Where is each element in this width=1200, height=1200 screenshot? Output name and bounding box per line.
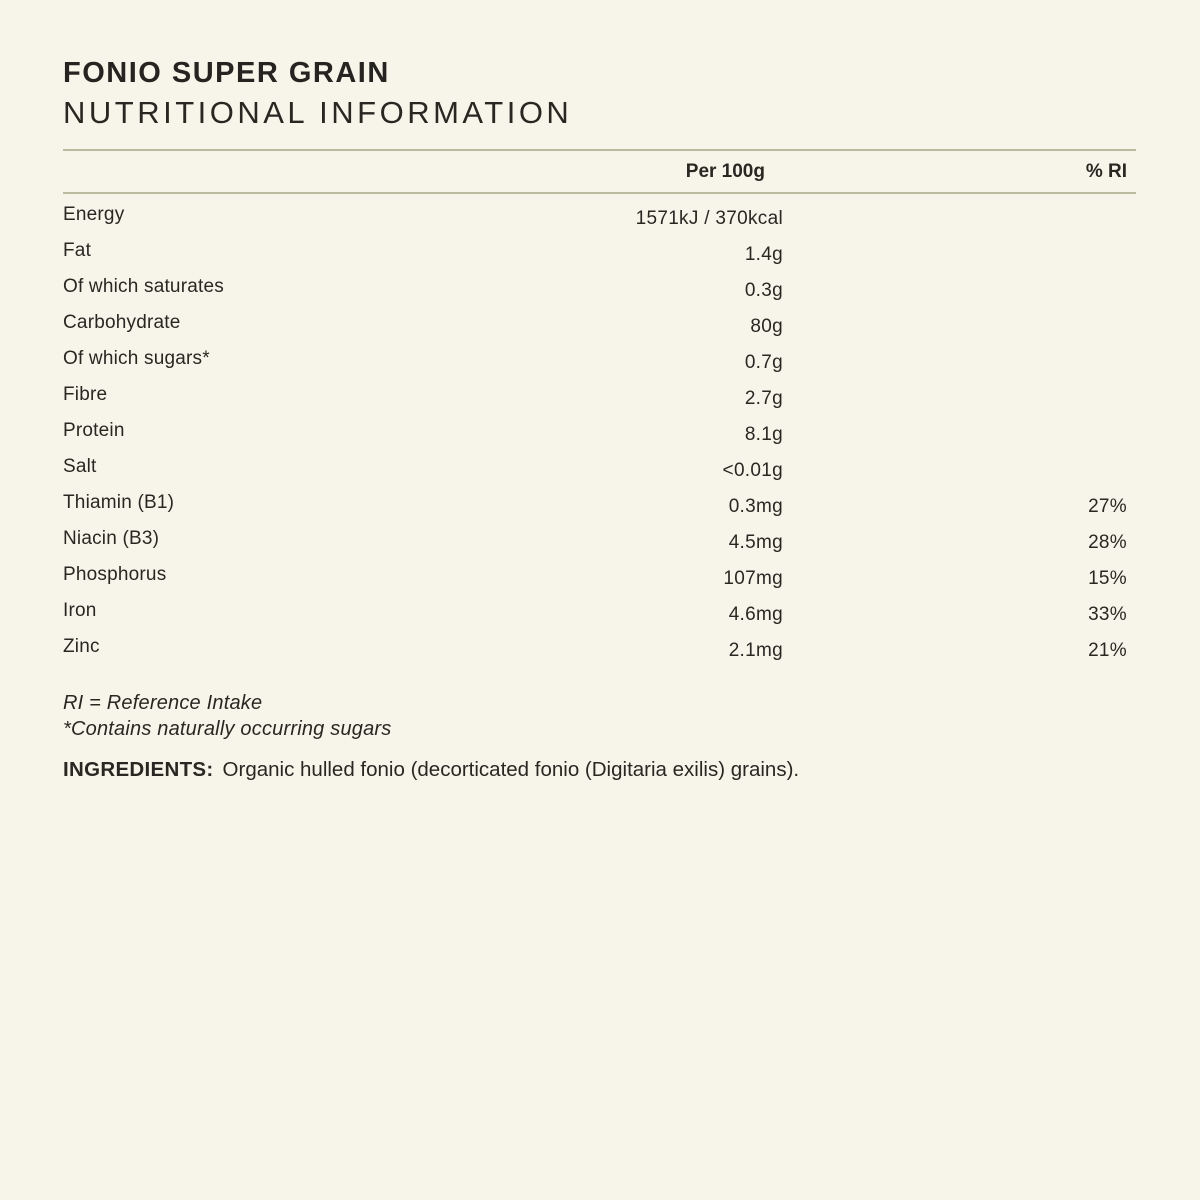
nutrient-amount: 1571kJ / 370kcal	[635, 208, 783, 229]
nutrient-label: Phosphorus	[63, 564, 167, 585]
nutrient-amount: 107mg	[723, 568, 783, 589]
table-row	[63, 269, 1136, 305]
nutrient-amount: 0.3g	[744, 280, 783, 301]
nutrient-label: Niacin (B3)	[63, 528, 160, 549]
sugars-footnote: *Contains naturally occurring sugars	[63, 718, 392, 740]
nutrient-ri-percent	[783, 417, 1136, 453]
nutrient-amount: 2.7g	[744, 388, 783, 409]
nutrient-amount: 4.5mg	[728, 532, 783, 553]
nutrient-label: Zinc	[63, 636, 100, 657]
ingredients-label: INGREDIENTS:	[63, 758, 214, 781]
nutrient-amount: 1.4g	[744, 244, 783, 265]
table-row	[63, 197, 1136, 233]
table-header-row	[63, 149, 1136, 194]
nutrient-amount: 0.7g	[744, 352, 783, 373]
product-title: FONIO SUPER GRAIN	[63, 57, 390, 89]
nutrient-label: Protein	[63, 420, 125, 441]
nutrient-amount: 4.6mg	[728, 604, 783, 625]
table-row	[63, 305, 1136, 341]
table-row	[63, 341, 1136, 377]
nutrient-ri-percent	[783, 201, 1136, 237]
ingredients-line	[63, 756, 1136, 783]
nutrient-ri-percent: 15%	[1088, 568, 1127, 589]
nutrient-label: Carbohydrate	[63, 312, 181, 333]
table-row	[63, 485, 1136, 521]
nutrient-ri-percent	[783, 381, 1136, 417]
table-row	[63, 593, 1136, 629]
nutrient-ri-percent	[783, 237, 1136, 273]
nutrient-label: Energy	[63, 204, 125, 225]
ingredients-text: Organic hulled fonio (decorticated fonio (Digitaria exilis) grains).	[222, 758, 800, 781]
nutrient-amount: 80g	[750, 316, 783, 337]
nutrient-ri-percent	[783, 453, 1136, 489]
nutrient-label: Of which sugars*	[63, 348, 210, 369]
nutrient-amount: <0.01g	[722, 460, 783, 481]
nutrition-table	[63, 149, 1136, 665]
table-row	[63, 377, 1136, 413]
nutrient-ri-percent	[783, 345, 1136, 381]
nutrient-label: Fat	[63, 240, 92, 261]
table-row	[63, 557, 1136, 593]
nutrient-label: Thiamin (B1)	[63, 492, 175, 513]
column-header-percent-ri: % RI	[1085, 160, 1127, 182]
nutrient-label: Salt	[63, 456, 97, 477]
table-row	[63, 521, 1136, 557]
nutrient-ri-percent: 33%	[1088, 604, 1127, 625]
nutrient-label: Iron	[63, 600, 97, 621]
nutrient-ri-percent	[783, 273, 1136, 309]
nutrient-amount: 2.1mg	[728, 640, 783, 661]
column-header-per-100g: Per 100g	[685, 160, 765, 182]
table-row	[63, 413, 1136, 449]
table-body	[63, 194, 1136, 665]
table-row	[63, 629, 1136, 665]
nutrient-label: Fibre	[63, 384, 108, 405]
nutrient-ri-percent	[783, 309, 1136, 345]
nutrient-amount: 0.3mg	[728, 496, 783, 517]
nutrient-amount: 8.1g	[744, 424, 783, 445]
nutrient-label: Of which saturates	[63, 276, 224, 297]
nutrient-ri-percent: 28%	[1088, 532, 1127, 553]
footnotes	[63, 690, 1136, 742]
ri-reference-note: RI = Reference Intake	[63, 692, 263, 714]
nutrient-ri-percent: 27%	[1088, 496, 1127, 517]
nutrient-ri-percent: 21%	[1088, 640, 1127, 661]
page-subtitle: NUTRITIONAL INFORMATION	[63, 95, 573, 130]
table-row	[63, 449, 1136, 485]
table-row	[63, 233, 1136, 269]
